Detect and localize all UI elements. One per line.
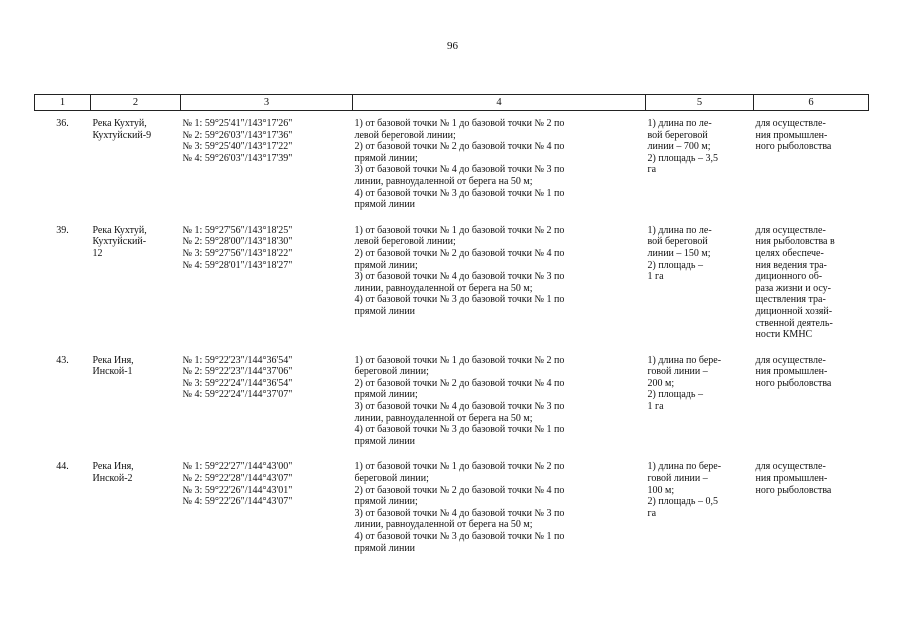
- usage-purpose-line: диционного об-: [755, 271, 823, 283]
- usage-purpose: [754, 355, 869, 448]
- site-name-line: Река Иня,: [92, 354, 134, 366]
- page-number: 96: [447, 40, 458, 52]
- coordinates-line: № 3: 59°27'56"/143°18'22": [182, 247, 293, 259]
- boundary-description-line: 2) от базовой точки № 2 до базовой точки № 4 по: [354, 141, 565, 153]
- usage-purpose-line: ния промышлен-: [755, 366, 828, 378]
- usage-purpose-line: для осуществле-: [755, 118, 826, 129]
- table-row: [35, 118, 869, 211]
- coordinates-line: № 2: 59°26'03"/143°17'36": [182, 129, 293, 141]
- site-size-line: 100 м;: [647, 484, 675, 496]
- boundary-description-line: прямой линии;: [354, 259, 418, 271]
- usage-purpose-line: диционной хозяй-: [755, 305, 833, 317]
- boundary-description-line: прямой линии;: [354, 152, 418, 164]
- boundary-description-line: 4) от базовой точки № 3 до базовой точки № 1 по: [354, 531, 565, 542]
- boundary-description-line: прямой линии: [354, 435, 416, 447]
- site-size-line: говой линии –: [647, 473, 708, 485]
- coordinates-line: № 3: 59°22'24"/144°36'54": [182, 377, 293, 389]
- boundary-description-line: линии, равноудаленной от берега на 50 м;: [354, 282, 533, 294]
- boundary-description-line: левой береговой линии;: [354, 236, 456, 248]
- coordinates-line: № 4: 59°26'03"/143°17'39": [182, 152, 293, 164]
- coordinates-line: № 1: 59°25'41"/143°17'26": [182, 118, 293, 129]
- coordinates-line: № 2: 59°28'00"/143°18'30": [182, 236, 293, 248]
- boundary-description-line: прямой линии: [354, 199, 416, 211]
- boundary-description: [353, 118, 646, 211]
- row-number: 36.: [56, 118, 69, 129]
- usage-purpose-line: ственной деятель-: [755, 317, 833, 329]
- boundary-description-line: 3) от базовой точки № 4 до базовой точки № 3 по: [354, 507, 565, 519]
- site-size: [646, 225, 754, 341]
- coordinates-line: № 4: 59°28'01"/143°18'27": [182, 259, 293, 271]
- site-name-line: Кухтуйский-: [92, 236, 147, 248]
- table-row: [35, 225, 869, 341]
- site-size-line: вой береговой: [647, 236, 708, 248]
- boundary-description-line: прямой линии: [354, 305, 416, 317]
- row-spacer: [35, 111, 869, 119]
- boundary-description-line: 4) от базовой точки № 3 до базовой точки № 1 по: [354, 424, 565, 436]
- header-col-2: 2: [91, 95, 181, 111]
- boundary-description-line: 2) от базовой точки № 2 до базовой точки № 4 по: [354, 377, 565, 389]
- site-size-line: 1 га: [647, 271, 664, 283]
- boundary-description-line: 1) от базовой точки № 1 до базовой точки № 2 по: [354, 354, 565, 366]
- table-row: [35, 461, 869, 554]
- row-spacer: [35, 341, 869, 355]
- boundary-description-line: 4) от базовой точки № 3 до базовой точки № 1 по: [354, 187, 565, 199]
- boundary-description-line: 1) от базовой точки № 1 до базовой точки № 2 по: [354, 118, 565, 129]
- usage-purpose-line: ществления тра-: [755, 294, 826, 306]
- boundary-description: [353, 225, 646, 341]
- site-name-line: 12: [92, 247, 103, 259]
- boundary-description-line: 4) от базовой точки № 3 до базовой точки № 1 по: [354, 294, 565, 306]
- row-spacer: [35, 211, 869, 225]
- usage-purpose-line: для осуществле-: [755, 224, 826, 236]
- boundary-description-line: линии, равноудаленной от берега на 50 м;: [354, 519, 533, 531]
- coordinates: [181, 461, 353, 554]
- usage-purpose-line: раза жизни и осу-: [755, 282, 831, 294]
- site-size: [646, 118, 754, 211]
- boundary-description-line: левой береговой линии;: [354, 129, 456, 141]
- boundary-description-line: прямой линии;: [354, 496, 418, 508]
- site-name: [91, 461, 181, 554]
- usage-purpose-line: для осуществле-: [755, 354, 826, 366]
- row-number: 43.: [56, 354, 69, 366]
- site-size-line: 2) площадь – 0,5: [647, 496, 718, 508]
- boundary-description: [353, 355, 646, 448]
- row-number: 39.: [56, 224, 69, 236]
- site-size-line: 1 га: [647, 401, 664, 413]
- usage-purpose-line: ного рыболовства: [755, 141, 832, 153]
- coordinates: [181, 355, 353, 448]
- usage-purpose-line: для осуществле-: [755, 461, 826, 473]
- usage-purpose-line: ния ведения тра-: [755, 259, 827, 271]
- usage-purpose-line: ного рыболовства: [755, 377, 832, 389]
- boundary-description-line: прямой линии;: [354, 389, 418, 401]
- site-name-line: Река Кухтуй,: [92, 224, 147, 236]
- site-size-line: 1) длина по бере-: [647, 461, 722, 473]
- coordinates-line: № 1: 59°22'27"/144°43'00": [182, 461, 293, 473]
- row-number: 44.: [56, 461, 69, 473]
- coordinates-line: № 4: 59°22'26"/144°43'07": [182, 496, 293, 508]
- coordinates-line: № 3: 59°25'40"/143°17'22": [182, 141, 293, 153]
- fishing-sites-table: [34, 94, 869, 554]
- header-col-1: 1: [35, 95, 91, 111]
- header-col-5: 5: [646, 95, 754, 111]
- usage-purpose: [754, 225, 869, 341]
- site-size-line: говой линии –: [647, 366, 708, 378]
- site-size-line: 1) длина по ле-: [647, 118, 712, 129]
- boundary-description-line: 3) от базовой точки № 4 до базовой точки № 3 по: [354, 164, 565, 176]
- site-size-line: линии – 150 м;: [647, 247, 711, 259]
- coordinates-line: № 1: 59°22'23"/144°36'54": [182, 354, 293, 366]
- site-size-line: 200 м;: [647, 377, 675, 389]
- coordinates-line: № 3: 59°22'26"/144°43'01": [182, 484, 293, 496]
- site-name-line: Река Кухтуй,: [92, 118, 147, 129]
- usage-purpose: [754, 118, 869, 211]
- site-size-line: 2) площадь –: [647, 259, 703, 271]
- site-size-line: га: [647, 164, 657, 176]
- boundary-description: [353, 461, 646, 554]
- row-spacer: [35, 447, 869, 461]
- site-size-line: 2) площадь – 3,5: [647, 152, 718, 164]
- site-size-line: 2) площадь –: [647, 389, 703, 401]
- usage-purpose: [754, 461, 869, 554]
- site-name: [91, 355, 181, 448]
- boundary-description-line: прямой линии: [354, 542, 416, 554]
- coordinates-line: № 2: 59°22'23"/144°37'06": [182, 366, 293, 378]
- coordinates: [181, 118, 353, 211]
- site-name-line: Кухтуйский-9: [92, 129, 152, 141]
- usage-purpose-line: ного рыболовства: [755, 484, 832, 496]
- usage-purpose-line: ния промышлен-: [755, 129, 828, 141]
- coordinates-line: № 2: 59°22'28"/144°43'07": [182, 473, 293, 485]
- boundary-description-line: 3) от базовой точки № 4 до базовой точки № 3 по: [354, 401, 565, 413]
- header-row: [35, 95, 869, 111]
- site-name: [91, 118, 181, 211]
- boundary-description-line: 1) от базовой точки № 1 до базовой точки № 2 по: [354, 461, 565, 473]
- usage-purpose-line: ния промышлен-: [755, 473, 828, 485]
- boundary-description-line: 2) от базовой точки № 2 до базовой точки № 4 по: [354, 484, 565, 496]
- site-size-line: вой береговой: [647, 129, 708, 141]
- site-name-line: Река Иня,: [92, 461, 134, 473]
- site-size: [646, 461, 754, 554]
- boundary-description-line: береговой линии;: [354, 473, 429, 485]
- header-col-3: 3: [181, 95, 353, 111]
- boundary-description-line: 3) от базовой точки № 4 до базовой точки № 3 по: [354, 271, 565, 283]
- usage-purpose-line: целях обеспече-: [755, 247, 824, 259]
- boundary-description-line: береговой линии;: [354, 366, 429, 378]
- site-size-line: линии – 700 м;: [647, 141, 711, 153]
- boundary-description-line: 1) от базовой точки № 1 до базовой точки № 2 по: [354, 224, 565, 236]
- usage-purpose-line: ности КМНС: [755, 329, 813, 341]
- coordinates-line: № 4: 59°22'24"/144°37'07": [182, 389, 293, 401]
- table-row: [35, 355, 869, 448]
- site-size-line: 1) длина по бере-: [647, 354, 722, 366]
- site-name-line: Инской-2: [92, 473, 133, 485]
- boundary-description-line: 2) от базовой точки № 2 до базовой точки № 4 по: [354, 247, 565, 259]
- site-size-line: га: [647, 507, 657, 519]
- site-size: [646, 355, 754, 448]
- boundary-description-line: линии, равноудаленной от берега на 50 м;: [354, 412, 533, 424]
- coordinates: [181, 225, 353, 341]
- header-col-4: 4: [353, 95, 646, 111]
- usage-purpose-line: ния рыболовства в: [755, 236, 835, 248]
- site-name: [91, 225, 181, 341]
- site-name-line: Инской-1: [92, 366, 133, 378]
- header-col-6: 6: [754, 95, 869, 111]
- boundary-description-line: линии, равноудаленной от берега на 50 м;: [354, 175, 533, 187]
- coordinates-line: № 1: 59°27'56"/143°18'25": [182, 224, 293, 236]
- site-size-line: 1) длина по ле-: [647, 224, 712, 236]
